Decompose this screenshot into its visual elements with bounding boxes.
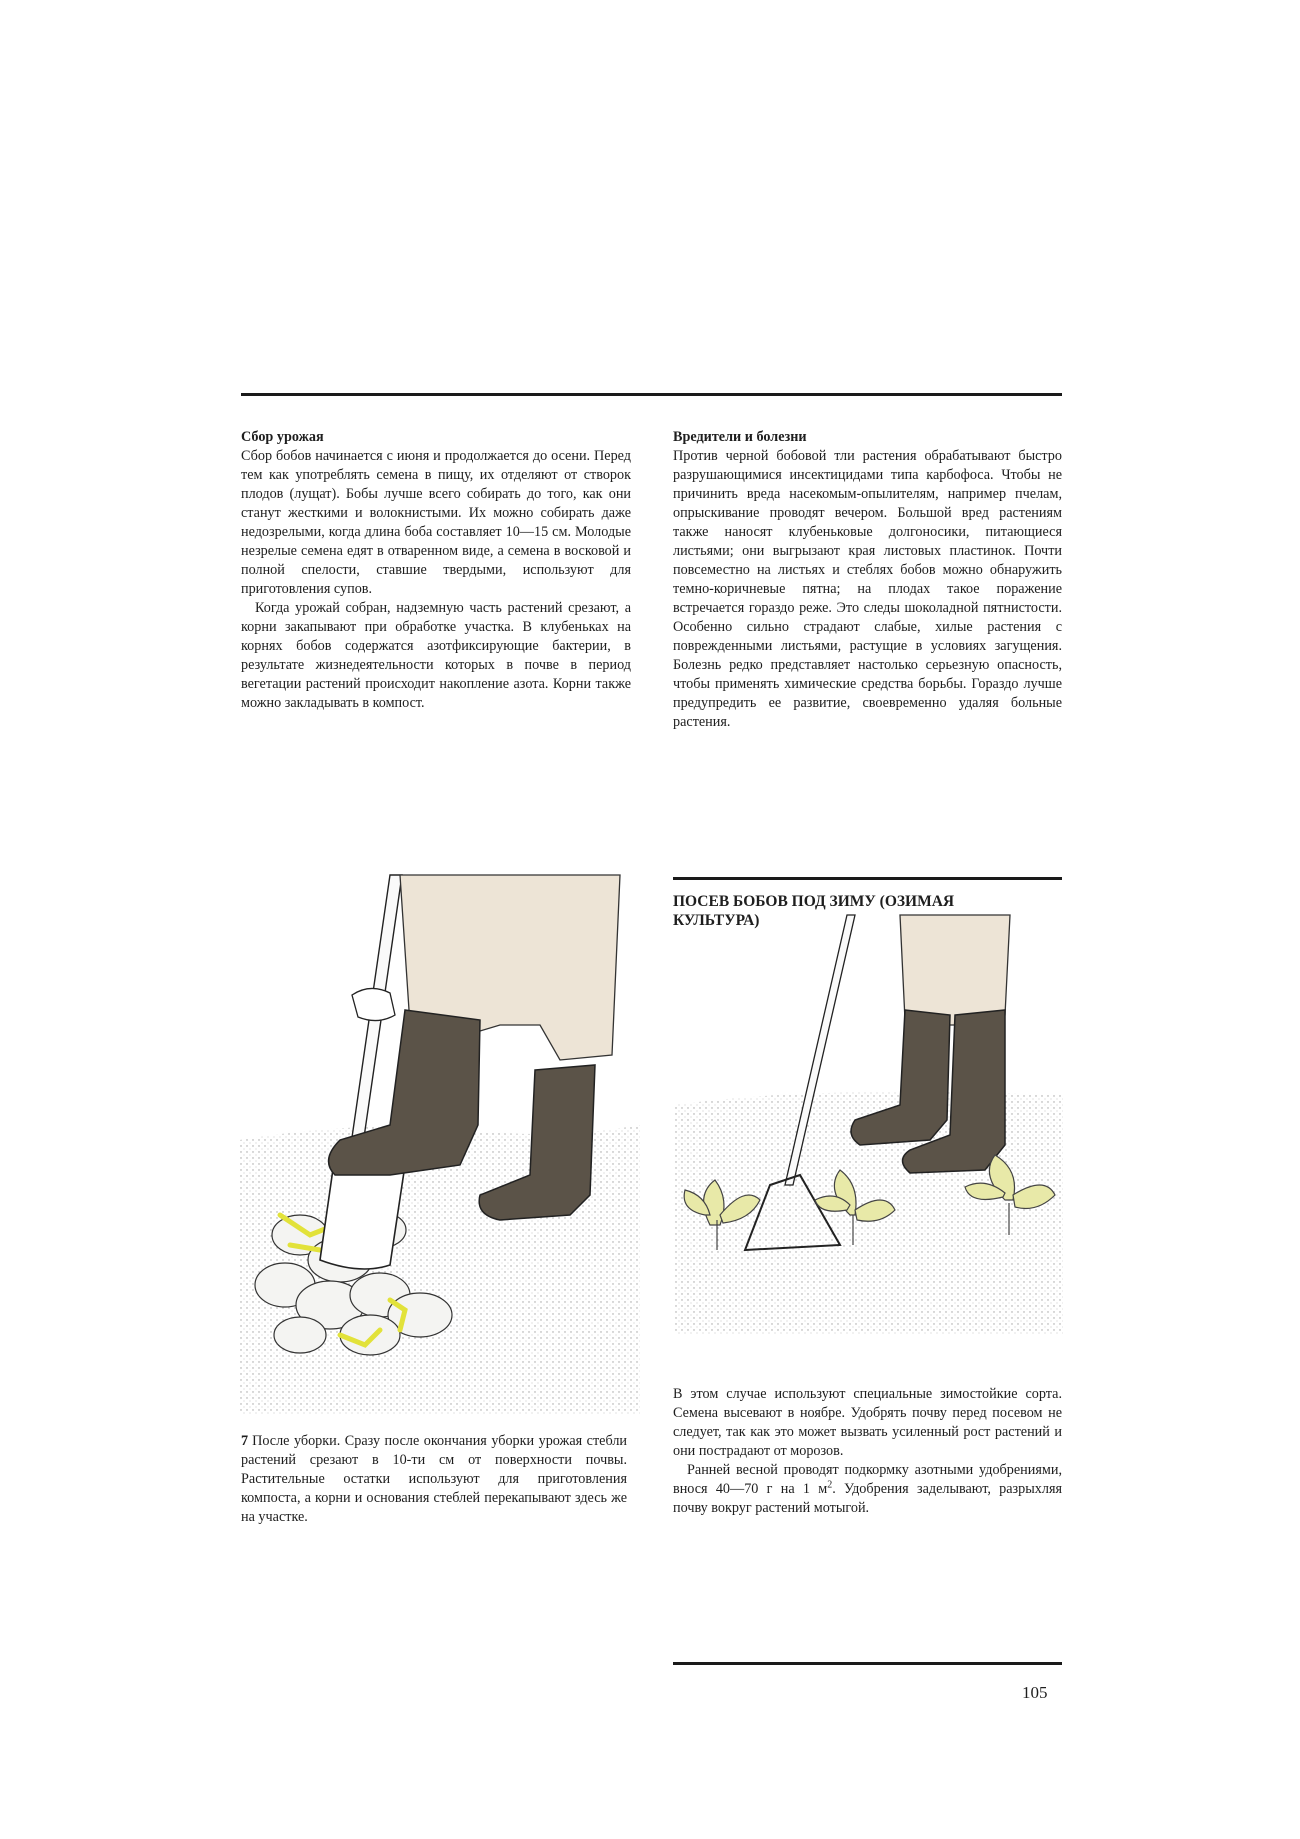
winter-illustration	[675, 915, 1063, 1335]
pests-section	[673, 428, 1062, 732]
pests-paragraph-1: Против черной бобовой тли растения обрабатывают быстро разрушающимися инсектицидами типа карбофоса. Чтобы не причинить вреда насекомым-опылителям, например пчелам, опрыскивание проводят вечером. Большой вред растениям также наносят клубеньковые долгоносики, питающиеся листьями; они выгрызают края листовых пластинок. Почти повсеместно на листьях и стеблях бобов можно обнаружить темно-коричневые пятна; на плодах такое поражение встречается гораздо реже. Это следы шоколадной пятнистости. Особенно сильно страдают слабые, хилые растения с поврежденными листьями, растущие в условиях загущения. Болезнь редко представляет настолько серьезную опасность, чтобы применять химические средства борьбы. Гораздо лучше предупредить ее развитие, своевременно удаляя больные растения.	[673, 448, 1062, 730]
winter-section-text	[673, 1385, 1062, 1518]
figure-caption-text: После уборки. Сразу после окончания уборки урожая стебли растений срезают в 10-ти см от поверхности почвы. Растительные остатки используют для приготовления компоста, а корни и основания стеблей перекапывают здесь же на участке.	[241, 1433, 627, 1525]
trousers	[900, 915, 1010, 1025]
harvest-paragraph-2: Когда урожай собран, надземную часть растений срезают, а корни закапывают при обработке участка. В клубеньках на корнях бобов содержатся азотфиксирующие бактерии, в результате жизнедеятельности которых в почве в период вегетации растений происходит накопление азота. Корни также можно закладывать в компост.	[241, 600, 631, 711]
harvest-heading: Сбор урожая	[241, 429, 324, 445]
winter-paragraph-2-start: Ранней весной проводят подкормку азотными удобрениями, внося 40—70 г на 1 м	[673, 1462, 1062, 1497]
left-boot	[329, 1010, 480, 1175]
winter-paragraph-1: В этом случае используют специальные зимостойкие сорта. Семена высевают в ноябре. Удобрять почву перед посевом не следует, так как это может вызвать усиленный рост растений и они пострадают от морозов.	[673, 1386, 1062, 1459]
figure-7-caption	[241, 1432, 627, 1527]
hand	[352, 988, 395, 1020]
pests-heading: Вредители и болезни	[673, 429, 807, 445]
figure-number: 7	[241, 1433, 249, 1449]
winter-section-title: ПОСЕВ БОБОВ ПОД ЗИМУ (ОЗИМАЯ КУЛЬТУРА)	[673, 893, 955, 929]
harvest-paragraph-1: Сбор бобов начинается с июня и продолжается до осени. Перед тем как употреблять семена в пищу, их отделяют от створок плодов (лущат). Бобы лучше всего собирать до того, как они станут жесткими и волокнистыми. Их можно собирать даже недозрелыми, когда длина боба составляет 10—15 см. Молодые незрелые семена едят в отваренном виде, а семена в восковой и полной спелости, ставшие твердыми, используют для приготовления супов.	[241, 448, 631, 597]
top-rule	[241, 393, 1062, 396]
left-boot	[851, 1010, 950, 1145]
winter-paragraph-2-end: . Удобрения заделывают, разрыхляя почву вокруг растений мотыгой.	[673, 1481, 1063, 1516]
figure-7-illustration	[240, 875, 640, 1415]
page-number: 105	[1022, 1683, 1048, 1702]
harvest-section	[241, 428, 631, 713]
square-meter-superscript: 2	[827, 1479, 833, 1491]
bottom-rule	[673, 1662, 1062, 1665]
winter-section-rule	[673, 877, 1062, 880]
winter-paragraph-2	[673, 1461, 1062, 1518]
